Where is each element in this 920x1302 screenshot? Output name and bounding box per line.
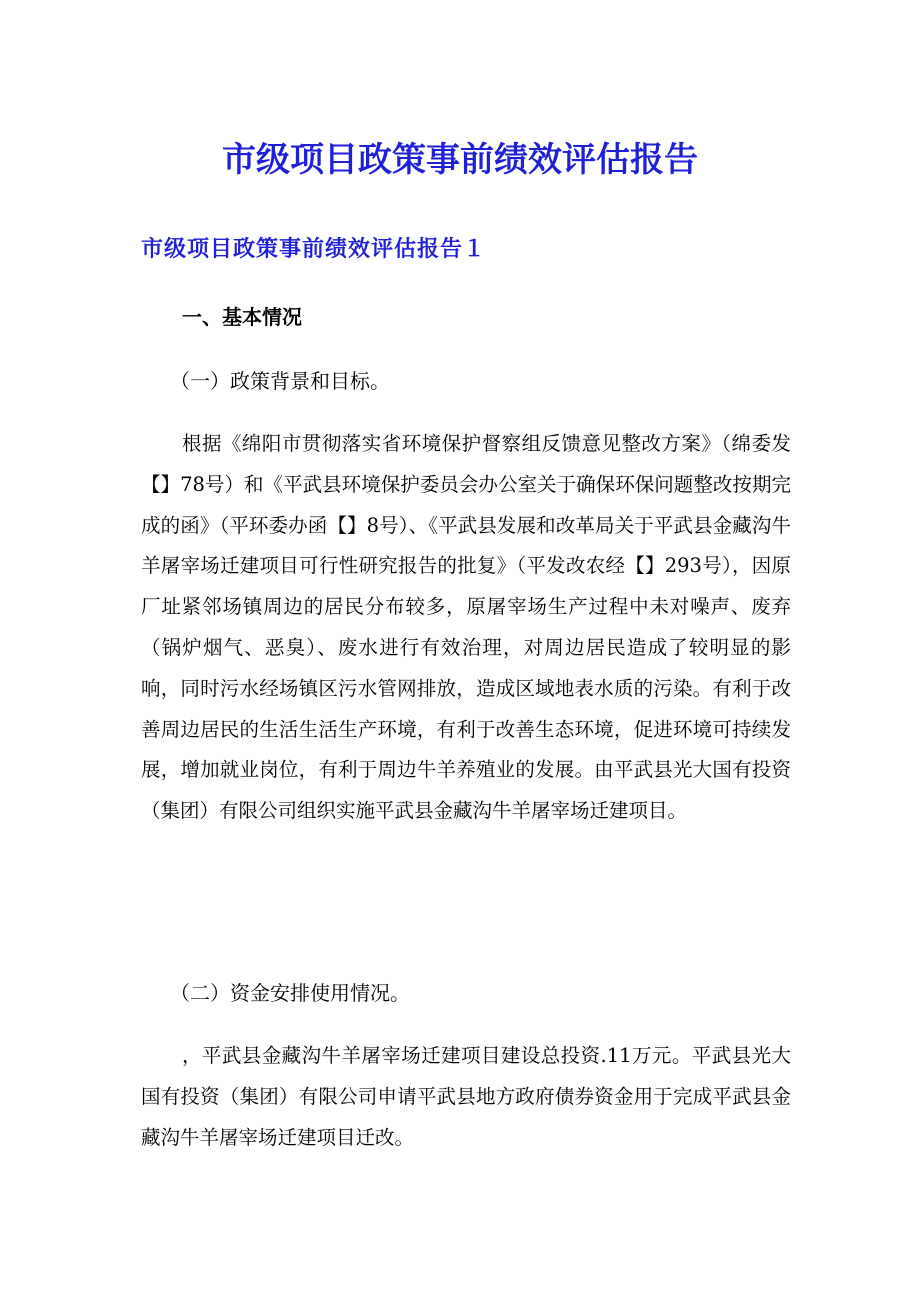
subheading-funding: （二）资金安排使用情况。 <box>170 981 410 1005</box>
document-title: 市级项目政策事前绩效评估报告 <box>222 140 698 180</box>
paragraph-funding: ，平武县金藏沟牛羊屠宰场迁建项目建设总投资.11万元。平武县光大国有投资（集团）有限公司申请平武县地方政府债券资金用于完成平武县金藏沟牛羊屠宰场迁建项目迁改。 <box>141 1044 791 1149</box>
paragraph-policy-background: 根据《绵阳市贯彻落实省环境保护督察组反馈意见整改方案》（绵委发【】78号）和《平武县环境保护委员会办公室关于确保环保问题整改按期完成的函》（平环委办函【】8号）、《平武县发展和改革局关于平武县金藏沟牛羊屠宰场迁建项目可行性研究报告的批复》（平发改农经【】293号），因原厂址紧邻场镇周边的居民分布较多，原屠宰场生产过程中未对噪声、废弃（锅炉烟气、恶臭）、废水进行有效治理，对周边居民造成了较明显的影响，同时污水经场镇区污水管网排放，造成区域地表水质的污染。有利于改善周边居民的生活生活生产环境，有利于改善生态环境，促进环境可持续发展，增加就业岗位，有利于周边牛羊养殖业的发展。由平武县光大国有投资（集团）有限公司组织实施平武县金藏沟牛羊屠宰场迁建项目。 <box>141 432 791 823</box>
section-heading-basic-info: 一、基本情况 <box>182 305 302 329</box>
subheading-policy-background: （一）政策背景和目标。 <box>170 369 390 393</box>
section-title: 市级项目政策事前绩效评估报告１ <box>141 236 487 262</box>
